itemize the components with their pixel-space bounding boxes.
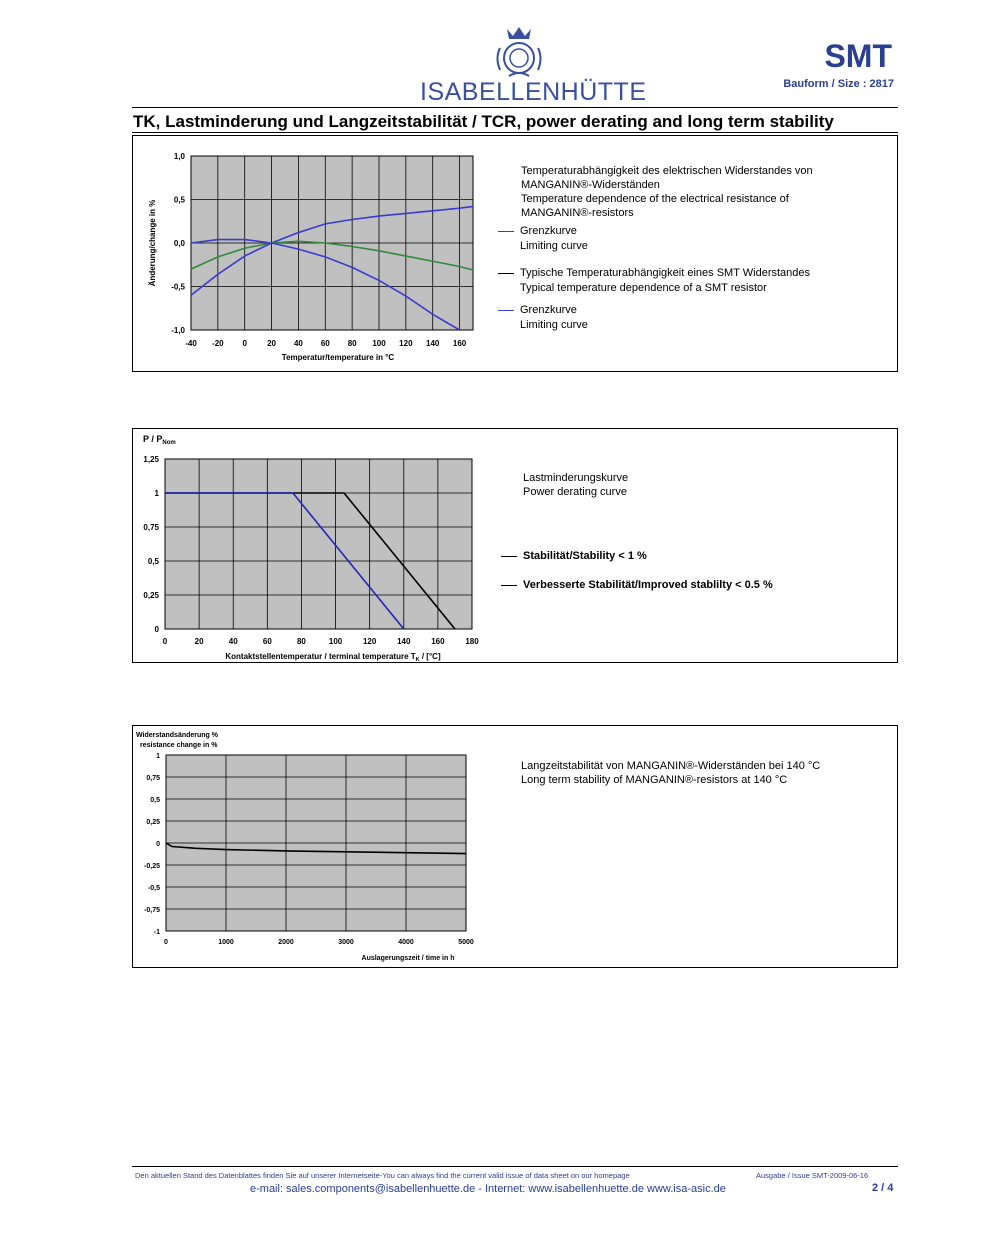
y-tick-label: 0,5 <box>173 195 185 205</box>
x-tick-label: 0 <box>162 637 168 646</box>
y-tick-label: -1 <box>153 929 160 936</box>
x-tick-label: 160 <box>431 637 445 646</box>
y-tick-label: -1,0 <box>171 326 185 335</box>
y-tick-label: 1 <box>154 489 159 498</box>
y-axis-label: Widerstandsänderung % <box>136 732 219 739</box>
legend-line-icon <box>501 556 517 557</box>
product-name: SMT <box>824 38 892 74</box>
tcr-panel <box>132 135 898 372</box>
y-tick-label: 1 <box>156 753 160 760</box>
x-tick-label: 60 <box>320 339 330 348</box>
x-tick-label: 3000 <box>338 939 354 946</box>
y-tick-label: 0,0 <box>173 239 185 248</box>
x-tick-label: 0 <box>242 339 247 348</box>
x-tick-label: -40 <box>185 339 197 348</box>
y-tick-label: 0,25 <box>143 591 159 600</box>
derating-chart <box>133 429 493 662</box>
y-tick-label: 0 <box>156 841 160 848</box>
x-tick-label: 20 <box>267 339 277 348</box>
y-tick-label: 0,25 <box>146 819 160 826</box>
longterm-panel <box>132 725 898 968</box>
longterm-legend: Langzeitstabilität von MANGANIN®-Widerständen bei 140 °C Long term stability of MANGANIN®-resistors at 140 °C <box>521 760 821 786</box>
y-tick-label: 0,5 <box>147 557 159 566</box>
y-tick-label: -0,25 <box>144 863 160 870</box>
tcr-legend-item: Grenzkurve Limiting curve <box>498 303 588 333</box>
x-tick-label: 2000 <box>278 939 294 946</box>
x-tick-label: 160 <box>452 339 467 348</box>
x-tick-label: 120 <box>399 339 413 348</box>
x-tick-label: 1000 <box>218 939 234 946</box>
x-tick-label: 4000 <box>398 939 414 946</box>
x-axis-label: Auslagerungszeit / time in h <box>361 955 455 962</box>
header-rule-top <box>132 107 898 108</box>
footer-contact: e-mail: sales.components@isabellenhuette.de - Internet: www.isabellenhuette.de www.isa-asic.de <box>250 1183 726 1195</box>
x-axis-label: Temperatur/temperature in °C <box>281 353 395 362</box>
x-tick-label: 100 <box>372 339 386 348</box>
x-tick-label: 80 <box>296 637 306 646</box>
derating-legend-item: Stabilität/Stability < 1 % <box>501 549 647 564</box>
x-tick-label: 40 <box>228 637 238 646</box>
derating-panel <box>132 428 898 663</box>
x-tick-label: 100 <box>328 637 343 646</box>
header-rule-bottom <box>132 132 898 133</box>
y-tick-label: 0,75 <box>146 775 160 782</box>
legend-line-icon <box>498 231 514 232</box>
x-tick-label: 0 <box>164 939 168 946</box>
y-tick-label: 1,25 <box>143 455 159 464</box>
tcr-chart <box>133 136 493 371</box>
x-tick-label: 20 <box>194 637 204 646</box>
x-tick-label: 120 <box>362 637 377 646</box>
y-tick-label: 0 <box>154 625 159 634</box>
x-tick-label: 80 <box>347 339 357 348</box>
company-name: ISABELLENHÜTTE <box>420 78 647 106</box>
x-tick-label: 140 <box>397 637 411 646</box>
y-axis-label: P / $P_{Nom}$ <box>143 434 176 446</box>
x-tick-label: 60 <box>262 637 272 646</box>
x-tick-label: 140 <box>426 339 440 348</box>
legend-line-icon <box>498 310 514 311</box>
x-tick-label: 5000 <box>458 939 474 946</box>
x-tick-label: 40 <box>293 339 303 348</box>
product-size: Bauform / Size : 2817 <box>783 78 894 90</box>
x-axis-label: Kontaktstellentemperatur / terminal temperature $T_K / [^\circ C]$ <box>225 652 441 662</box>
derating-legend-title: Lastminderungskurve Power derating curve <box>523 472 629 498</box>
derating-legend-item: Verbesserte Stabilität/Improved stablilty < 0.5 % <box>501 578 773 593</box>
footer-page-number: 2 / 4 <box>872 1182 894 1194</box>
y-tick-label: -0,5 <box>147 885 160 892</box>
footer-rule <box>132 1166 898 1167</box>
tcr-legend-item: Grenzkurve Limiting curve <box>498 224 588 254</box>
legend-line-icon <box>498 273 514 274</box>
x-tick-label: 180 <box>465 637 479 646</box>
y-axis-label: Änderung/change in % <box>148 199 157 287</box>
y-tick-label: 1,0 <box>173 152 185 161</box>
y-tick-label: 0,75 <box>143 523 159 532</box>
legend-line-icon <box>501 585 517 586</box>
y-tick-label: -0,75 <box>144 907 160 914</box>
company-crest-logo <box>494 24 544 78</box>
y-tick-label: 0,5 <box>150 797 160 804</box>
footer-issue: Ausgabe / Issue SMT-2009-06-16 <box>756 1171 869 1180</box>
y-tick-label: -0,5 <box>171 282 185 292</box>
plot-area <box>165 459 472 629</box>
footer-note: Den aktuellen Stand des Datenblattes finden Sie auf unserer Internetseite-You can always find the current valid issue of data sheet on our homepage <box>135 1171 630 1180</box>
x-tick-label: -20 <box>212 339 224 348</box>
tcr-legend-title: Temperaturabhängigkeit des elektrischen Widerstandes von MANGANIN®-Widerständen Temperature dependence of the electrical resistance of MANGANIN®-resistors <box>521 165 813 219</box>
page-heading: TK, Lastminderung und Langzeitstabilität / TCR, power derating and long term stability <box>133 112 834 131</box>
tcr-legend-item: Typische Temperaturabhängigkeit eines SMT Widerstandes Typical temperature dependence of a SMT resistor <box>498 266 810 296</box>
y-axis-label: resistance change in % <box>140 742 218 749</box>
longterm-chart <box>133 726 493 967</box>
